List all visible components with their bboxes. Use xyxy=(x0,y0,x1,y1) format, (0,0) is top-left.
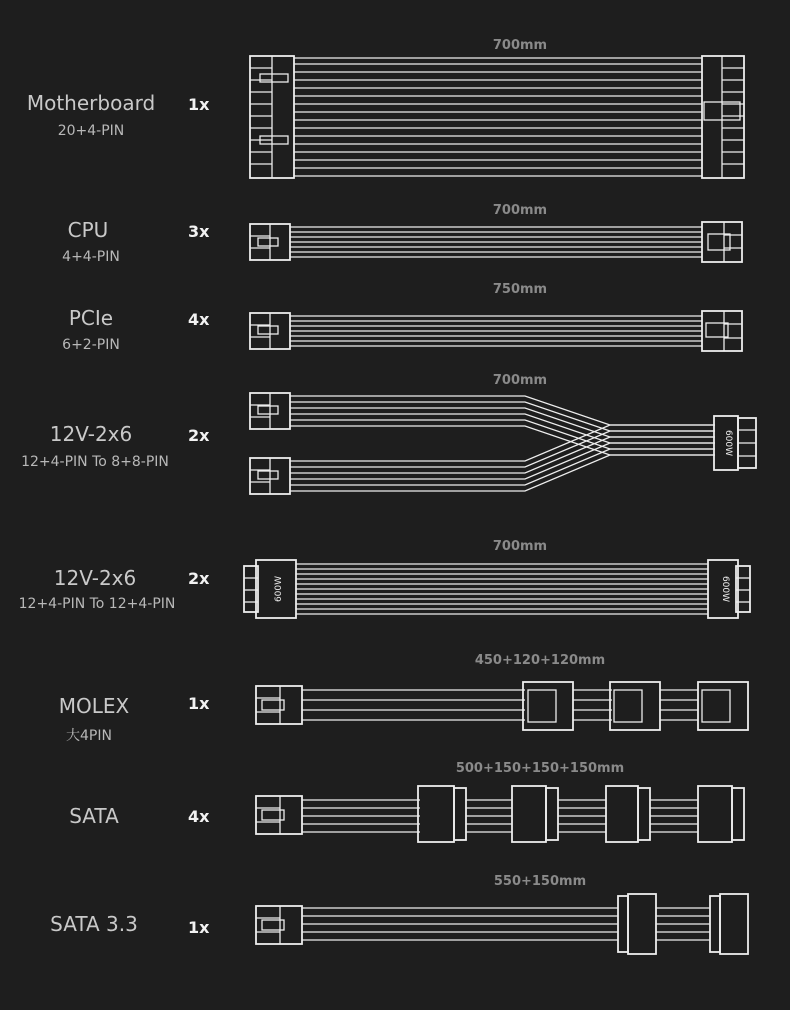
cable-sub-12v-12pin: 12+4-PIN To 12+4-PIN xyxy=(18,596,176,612)
motherboard-cable-diagram xyxy=(250,56,744,178)
cable-qty-sata: 4x xyxy=(188,807,210,826)
cable-name-12v-12pin: 12V-2x6 xyxy=(53,566,137,590)
cable-sub-molex: 大4PIN xyxy=(66,728,112,744)
cable-name-sata33: SATA 3.3 xyxy=(50,912,138,936)
cable-qty-sata33: 1x xyxy=(188,918,210,937)
connector-mark-600w-2: 600W xyxy=(274,575,284,603)
cable-qty-12v-12pin: 2x xyxy=(188,569,210,588)
pcie-cable-diagram xyxy=(250,311,742,351)
cable-name-cpu: CPU xyxy=(67,218,109,242)
cable-length-sata: 500+150+150+150mm xyxy=(455,761,625,776)
cable-length-12v-12pin: 700mm xyxy=(492,539,548,554)
cable-length-12v-8pin: 700mm xyxy=(492,373,548,388)
cable-name-molex: MOLEX xyxy=(58,694,130,718)
cable-length-motherboard: 700mm xyxy=(492,38,548,53)
sata33-cable-diagram xyxy=(256,894,748,954)
cable-sub-cpu: 4+4-PIN xyxy=(62,249,120,265)
cable-qty-cpu: 3x xyxy=(188,222,210,241)
molex-cable-diagram xyxy=(256,682,748,730)
cpu-cable-diagram xyxy=(250,222,742,262)
connector-mark-600w-1: 600W xyxy=(723,429,733,457)
cable-qty-motherboard: 1x xyxy=(188,95,210,114)
cable-sub-12v-8pin: 12+4-PIN To 8+8-PIN xyxy=(21,454,169,470)
cable-qty-molex: 1x xyxy=(188,694,210,713)
cable-name-sata: SATA xyxy=(69,804,119,828)
connector-mark-600w-3: 600W xyxy=(720,575,730,603)
cable-length-molex: 450+120+120mm xyxy=(474,653,606,668)
cable-length-pcie: 750mm xyxy=(492,282,548,297)
cable-sub-motherboard: 20+4-PIN xyxy=(57,123,125,139)
cable-qty-12v-8pin: 2x xyxy=(188,426,210,445)
cable-name-pcie: PCIe xyxy=(68,306,114,330)
sata-cable-diagram xyxy=(256,786,744,842)
cable-qty-pcie: 4x xyxy=(188,310,210,329)
cable-name-motherboard: Motherboard xyxy=(26,91,156,115)
12v-12pin-cable-diagram xyxy=(244,560,750,618)
cable-name-12v-8pin: 12V-2x6 xyxy=(49,422,133,446)
12v-8pin-cable-diagram xyxy=(250,393,756,494)
cable-length-cpu: 700mm xyxy=(492,203,548,218)
cable-length-sata33: 550+150mm xyxy=(493,874,587,889)
cable-sub-pcie: 6+2-PIN xyxy=(62,337,120,353)
